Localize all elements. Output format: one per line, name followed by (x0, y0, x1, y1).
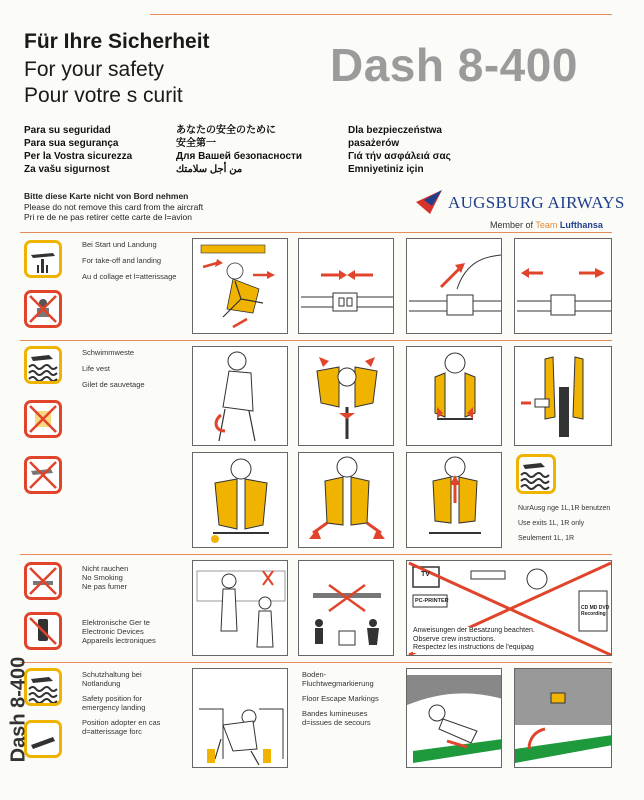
panel-vest-inflate-3 (406, 452, 502, 548)
no-inflate-icon (27, 403, 59, 435)
card-notice (24, 191, 203, 223)
top-divider (150, 14, 612, 15)
seatbelt-en: For take-off and landing (82, 256, 162, 265)
caption-lifevest (82, 348, 145, 389)
languages-col3 (348, 124, 451, 176)
member-lufthansa: Lufthansa (559, 220, 603, 230)
lang-zh: 安全第一 (176, 138, 216, 149)
notice-german: Bitte diese Karte nicht von Bord nehmen (24, 191, 189, 201)
title-english: For your safety (24, 58, 165, 81)
panel-lavatory-smoking (298, 560, 394, 656)
smoking-fr: Ne pas fumer (82, 582, 128, 591)
panel-seated-belt (192, 238, 288, 334)
brace-en-1: Safety position for (82, 694, 143, 703)
languages-col2 (176, 124, 302, 176)
seatbelt-fr: Au d collage et l=atterissage (82, 272, 177, 281)
member-prefix: Member of (490, 220, 536, 230)
life-vest-icon (27, 349, 59, 381)
lang-ar: من أجل سلامتك (176, 164, 243, 175)
caption-exits (518, 504, 610, 543)
electronic-en: Electronic Devices (82, 627, 144, 636)
exits-en: Use exits 1L, 1R only (518, 520, 585, 527)
exits-fr: Seulement 1L, 1R (518, 535, 575, 542)
lang-el: Γιά τήν ασφάλειά σας (348, 151, 451, 162)
brace-de-2: Notlandung (82, 679, 121, 688)
languages-col1 (24, 124, 132, 176)
no-smoking-icon-box (24, 562, 62, 600)
caption-crew (413, 627, 535, 653)
lang-pl2: pasażerów (348, 138, 400, 149)
electronic-fr: Appareils lectroniques (82, 636, 156, 645)
divider-3 (20, 554, 612, 555)
media-label-devices: CD MD DVD (581, 605, 610, 611)
crew-en: Observe crew instructions. (413, 635, 496, 643)
lang-es: Para su seguridad (24, 125, 111, 136)
panel-crew-cabin (192, 560, 288, 656)
brace-fr-2: d=atterissage forc (82, 727, 142, 736)
lavatory-no-smoking-illustration (299, 561, 394, 656)
floor-en: Floor Escape Markings (302, 694, 379, 703)
caption-brace (82, 670, 160, 736)
no-smoking-icon (27, 565, 59, 597)
caption-smoking (82, 564, 128, 591)
smoking-de: Nicht rauchen (82, 564, 129, 573)
lifevest-en: Life vest (82, 364, 110, 373)
brace-icon (27, 723, 59, 755)
lang-hr: Za vašu sigurnost (24, 164, 110, 175)
crew-fr: Respectez les instructions de l'equipag (413, 644, 534, 651)
panel-vest-inflate-1 (192, 452, 288, 548)
panel-floor-markings (514, 668, 612, 768)
crew-cabin-illustration (193, 561, 288, 656)
panel-brace-position (192, 668, 288, 768)
floor-de-2: Fluchtwegmarkierung (302, 679, 374, 688)
sidebar-aircraft-text: Dash 8-400 (7, 656, 30, 763)
brace-water-icon (27, 671, 59, 703)
crew-de: Anweisungen der Besatzung beachten. (413, 627, 535, 634)
media-label-recording: Recording (581, 611, 606, 617)
caption-floor (302, 670, 379, 727)
divider-4 (20, 662, 612, 663)
title-german: Für Ihre Sicherheit (24, 30, 210, 53)
electronic-de: Elektronische Ger te (82, 618, 150, 627)
lang-it: Per la Vostra sicurezza (24, 151, 133, 162)
alliance-member (490, 220, 603, 230)
brace-fr-1: Position adopter en cas (82, 718, 161, 727)
sidebar-aircraft-label (4, 650, 30, 770)
no-inflate-cabin-icon (27, 459, 59, 491)
panel-fasten-belt (298, 238, 394, 334)
caption-electronic (82, 618, 156, 645)
divider-1 (20, 232, 612, 233)
plane-takeoff-icon (27, 243, 59, 275)
exits-de: NurAusg nge 1L,1R benutzen (518, 505, 611, 512)
vest-under-seat-illustration (193, 347, 288, 446)
vest-inflate-three-illustration (407, 453, 502, 548)
panel-vest-under-seat (192, 346, 288, 446)
no-phone-icon-box (24, 612, 62, 650)
floor-de-1: Boden- (302, 670, 327, 679)
floor-fr-2: d=issues de secours (302, 718, 371, 727)
divider-2 (20, 340, 612, 341)
lifevest-de: Schwimmweste (82, 348, 135, 357)
media-label (581, 605, 609, 617)
panel-vest-pull-tab (514, 346, 612, 446)
panel-adjust-belt (514, 238, 612, 334)
lang-tr: Emniyetiniz için (348, 164, 424, 175)
exit-icon (519, 457, 553, 491)
panel-vest-inflate-2 (298, 452, 394, 548)
member-team: Team (535, 220, 558, 230)
airline-logo-icon (414, 188, 444, 216)
brace-en-2: emergency landing (82, 703, 146, 712)
no-phone-icon (27, 615, 59, 647)
brace-de-1: Schutzhaltung bei (82, 670, 142, 679)
vest-tie-illustration (407, 347, 502, 446)
printer-label: PC-PRINTER (415, 598, 449, 604)
floor-crawl-illustration (407, 669, 502, 768)
no-inflate-cabin-icon-box (24, 456, 62, 494)
lang-pt: Para sua segurança (24, 138, 119, 149)
airline-name: AUGSBURG AIRWAYS (448, 193, 625, 212)
brace-position-illustration (193, 669, 288, 768)
seatbelt-de: Bei Start und Landung (82, 240, 157, 249)
no-lap-child-icon-box (24, 290, 62, 328)
notice-french: Pri re de ne pas retirer cette carte de l=avion (24, 212, 192, 222)
panel-open-belt (406, 238, 502, 334)
vest-pull-tab-illustration (515, 347, 612, 446)
vest-inflate-one-illustration (193, 453, 288, 548)
life-vest-icon-box (24, 346, 62, 384)
smoking-en: No Smoking (82, 573, 123, 582)
aircraft-type: Dash 8-400 (330, 39, 578, 91)
lang-pl: Dla bezpieczeństwa (348, 125, 442, 136)
no-inflate-icon-box (24, 400, 62, 438)
open-belt-illustration (407, 239, 502, 334)
panel-floor-crawl (406, 668, 502, 768)
fasten-belt-illustration (299, 239, 394, 334)
lifevest-fr: Gilet de sauvetage (82, 380, 145, 389)
caption-seatbelt (82, 240, 176, 281)
vest-inflate-two-illustration (299, 453, 394, 548)
vest-over-head-illustration (299, 347, 394, 446)
panel-vest-over-head (298, 346, 394, 446)
adjust-belt-illustration (515, 239, 612, 334)
seated-passenger-illustration (193, 239, 288, 334)
title-french: Pour votre s curit (24, 84, 183, 107)
panel-electronic-devices (406, 560, 612, 656)
lang-ja: あなたの安全のために (176, 125, 276, 136)
no-baby-on-lap-icon (27, 293, 59, 325)
tv-label: TV (421, 571, 430, 578)
takeoff-icon-box (24, 240, 62, 278)
floor-markings-illustration (515, 669, 612, 768)
panel-vest-tie (406, 346, 502, 446)
floor-fr-1: Bandes lumineuses (302, 709, 368, 718)
notice-english: Please do not remove this card from the aircraft (24, 201, 204, 212)
exit-icon-box (516, 454, 556, 494)
lang-ru: Для Вашей безопасности (176, 151, 303, 162)
